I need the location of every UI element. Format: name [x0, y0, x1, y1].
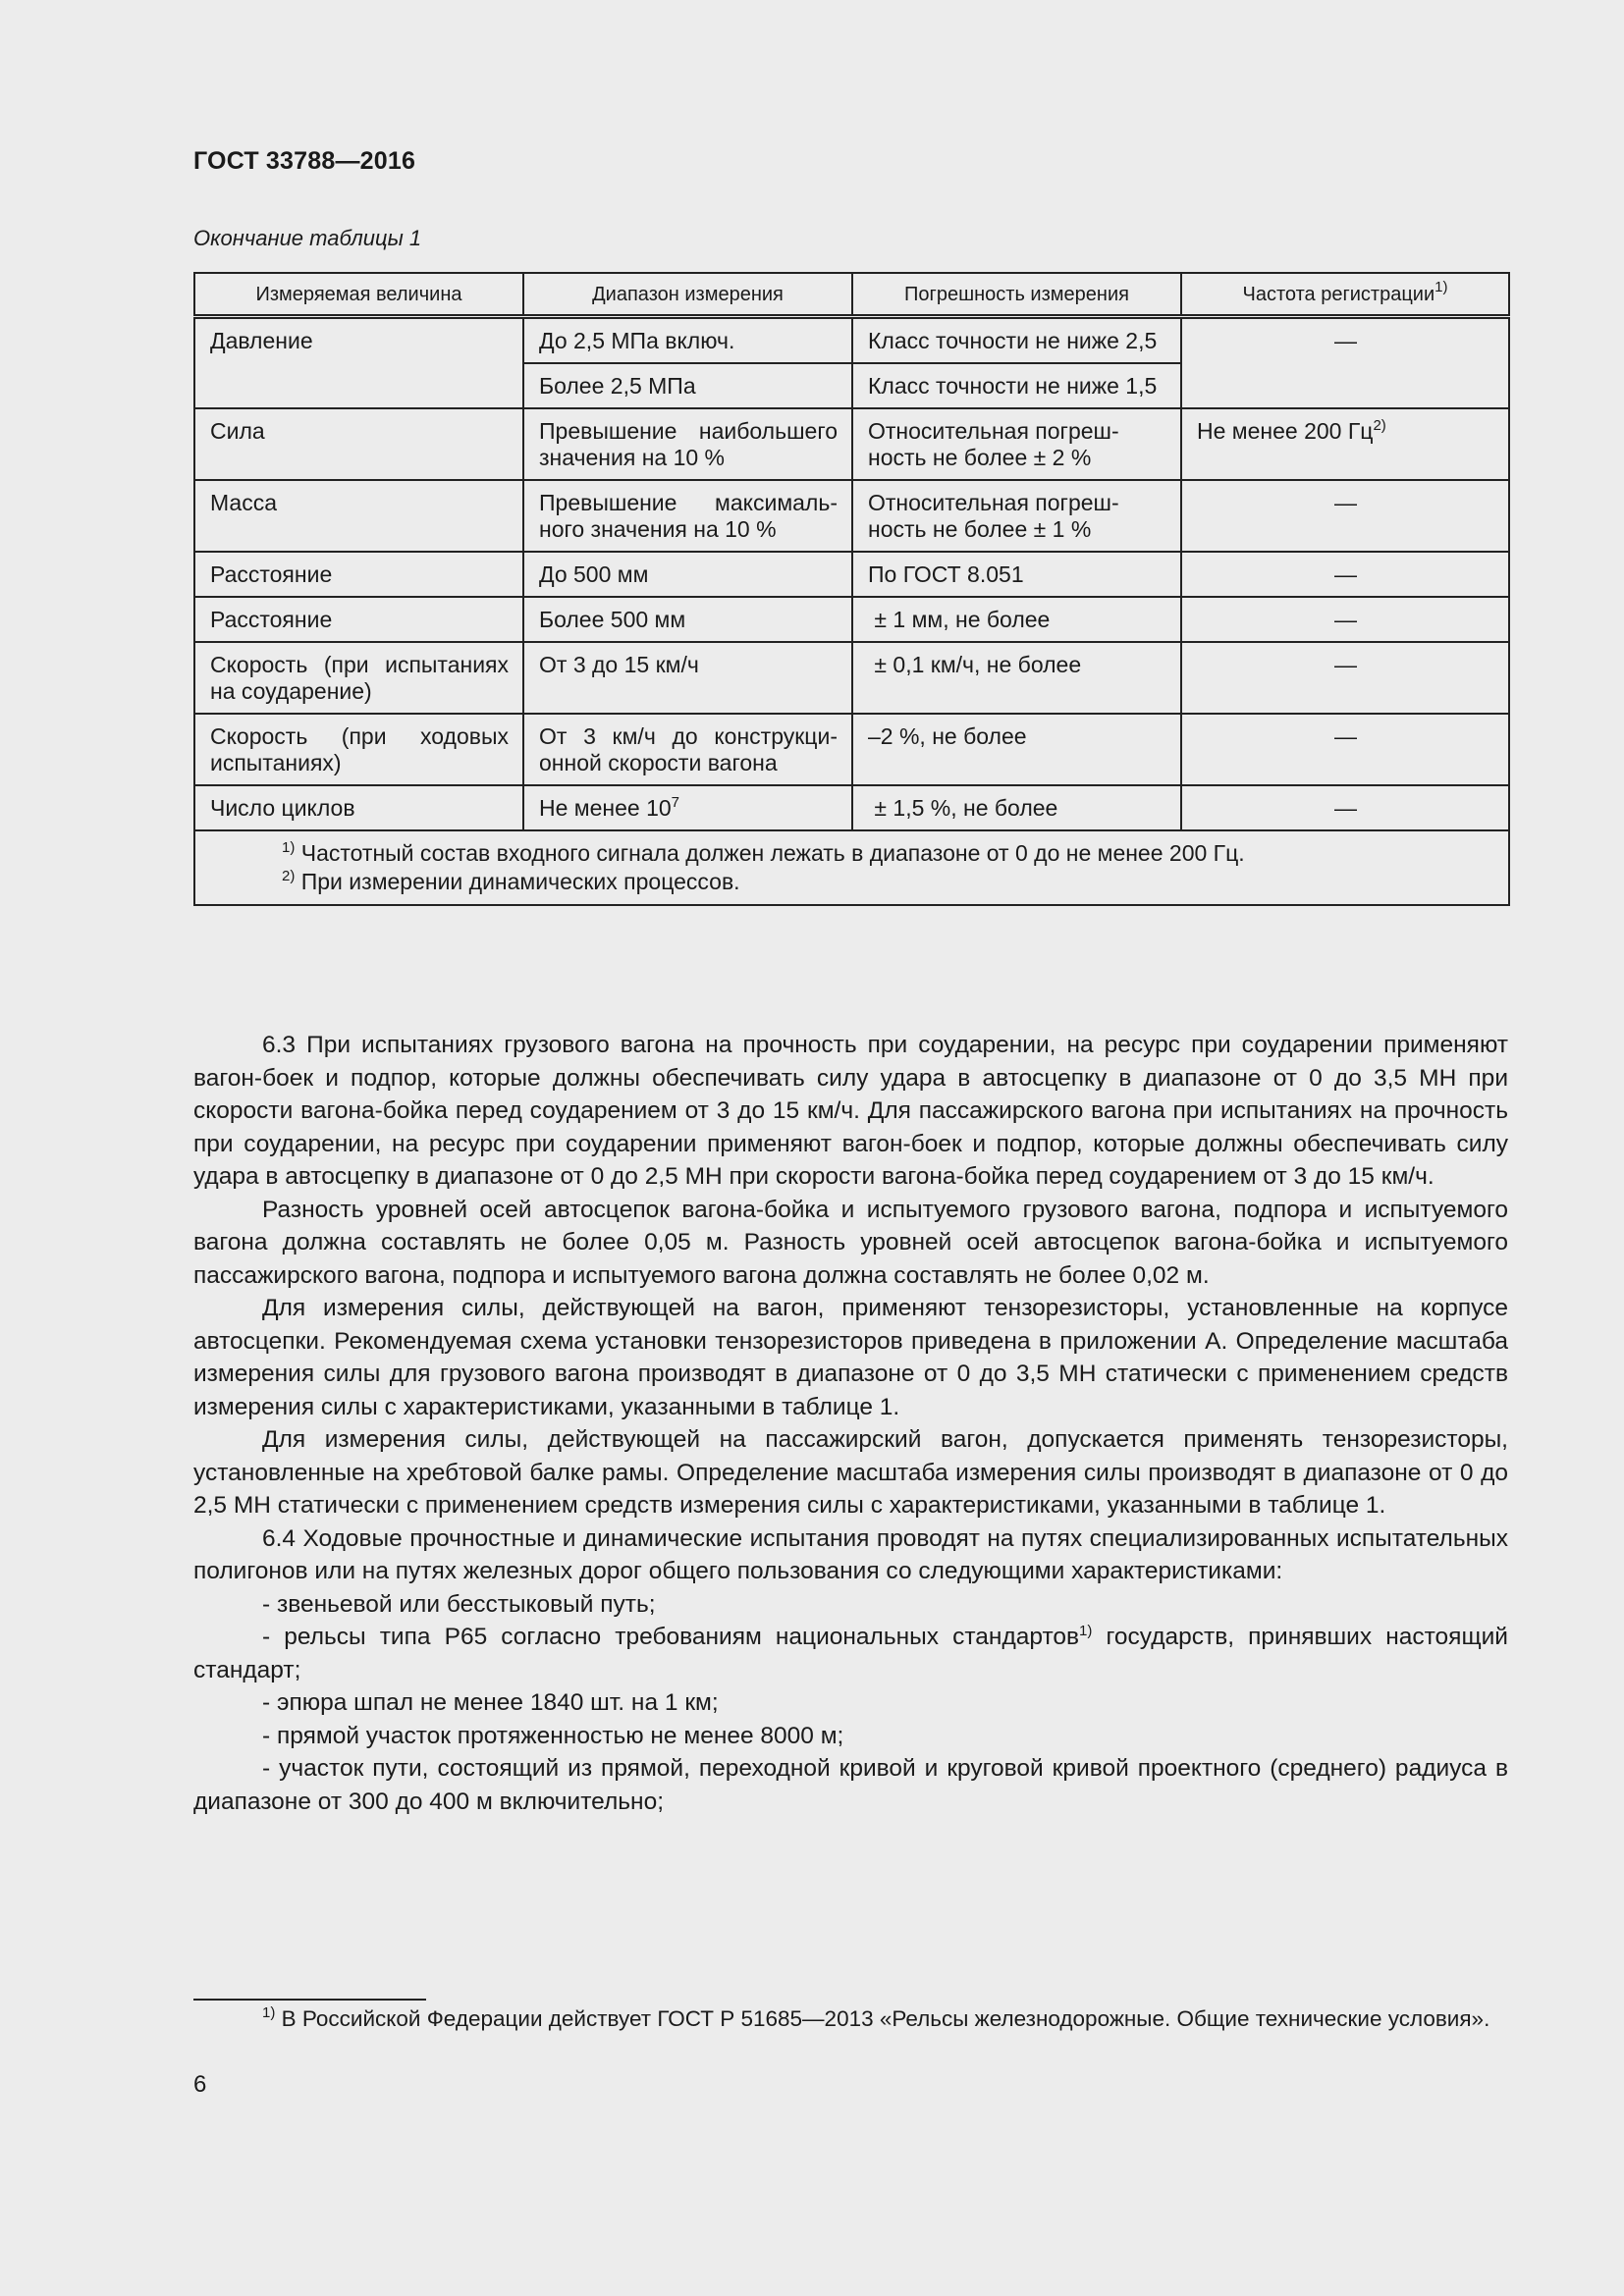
table-note: $^{1)}$ Частотный состав входного сигнала должен лежать в диапазоне от 0 до не менее 200 Гц.	[282, 839, 1245, 866]
paragraph: Для измерения силы, действующей на пассажирский вагон, допускается применять тензорезисторы, установленные на хребтовой балке рамы. Определение масштаба измерения силы производят в диапазоне от 0 до 2,5 МН статически с применением средств измерения силы с характеристиками, указанными в таблице 1.	[193, 1426, 1508, 1519]
page-footnote: $^{1)}$ В Российской Федерации действует ГОСТ Р 51685—2013 «Рельсы железнодорожные. Общие технические условия».	[262, 2004, 1490, 2031]
cell-quantity: Масса	[194, 480, 523, 552]
cell-quantity: Число циклов	[194, 785, 523, 830]
column-header: Диапазон измерения	[523, 273, 852, 317]
table-row	[194, 642, 1509, 714]
cell-range: От 3 до 15 км/ч	[523, 642, 852, 714]
table-row	[194, 714, 1509, 785]
list-item: - эпюра шпал не менее 1840 шт. на 1 км;	[262, 1689, 719, 1716]
cell-quantity: Расстояние	[194, 552, 523, 597]
exponent: 7	[671, 794, 679, 811]
cell-frequency: —	[1181, 642, 1509, 714]
cell-error: ± 1,5 %, не более	[852, 785, 1181, 830]
table-header-row	[194, 273, 1509, 317]
list-item: - рельсы типа Р65 согласно требованиям национальных стандартов$^{1)}$ государств, принявших настоящий стандарт;	[193, 1623, 1508, 1683]
column-header: Частота регистрации$^{1)}$	[1181, 273, 1509, 317]
cell-range: До 2,5 МПа включ.	[523, 317, 852, 364]
paragraph: 6.4 Ходовые прочностные и динамические испытания проводят на путях специализированных испытательных полигонов или на путях железных дорог общего пользования со следующими характеристиками:	[193, 1524, 1508, 1584]
cell-range: Более 2,5 МПа	[523, 363, 852, 408]
paragraph: Для измерения силы, действующей на вагон, применяют тензорезисторы, установленные на корпусе автосцепки. Рекомендуемая схема установки тензорезисторов приведена в приложении А. Определение масштаба измерения силы для грузового вагона производят в диапазоне от 0 до 3,5 МН статически с применением средств измерения силы с характеристиками, указанными в таблице 1.	[193, 1295, 1508, 1420]
table-row	[194, 552, 1509, 597]
footnote-marker: 1)	[1079, 1623, 1093, 1639]
list-item: - звеньевой или бесстыковый путь;	[262, 1590, 656, 1618]
cell-frequency: —	[1181, 597, 1509, 642]
table-row	[194, 785, 1509, 830]
column-header: Измеряемая величина	[194, 273, 523, 317]
cell-error: Класс точности не ниже 2,5	[852, 317, 1181, 364]
table-row	[194, 480, 1509, 552]
footnote-marker: 2)	[1373, 417, 1386, 434]
table-row	[194, 317, 1509, 364]
table-note: $^{2)}$ При измерении динамических процессов.	[282, 868, 740, 894]
cell-error: ± 0,1 км/ч, не более	[852, 642, 1181, 714]
cell-quantity: Сила	[194, 408, 523, 480]
cell-frequency: —	[1181, 714, 1509, 785]
cell-quantity: Давление	[194, 317, 523, 409]
footnote-divider	[193, 1999, 426, 2001]
footnote-marker: 1)	[1435, 279, 1448, 295]
document-code: ГОСТ 33788—2016	[193, 147, 416, 175]
table-notes-row	[194, 830, 1509, 905]
table-row	[194, 408, 1509, 480]
cell-range: Более 500 мм	[523, 597, 852, 642]
cell-quantity: Скорость (при испытаниях на соударение)	[194, 642, 523, 714]
cell-frequency: —	[1181, 480, 1509, 552]
cell-range: От 3 км/ч до конструкционной скорости вагона	[523, 714, 852, 785]
cell-frequency: —	[1181, 785, 1509, 830]
cell-range: До 500 мм	[523, 552, 852, 597]
body-text	[193, 1029, 1508, 1818]
table-row	[194, 597, 1509, 642]
cell-error: По ГОСТ 8.051	[852, 552, 1181, 597]
paragraph: 6.3 При испытаниях грузового вагона на прочность при соударении, на ресурс при соударении применяют вагон-боек и подпор, которые должны обеспечивать силу удара в автосцепку в диапазоне от 0 до 3,5 МН при скорости вагона-бойка перед соударением от 3 до 15 км/ч. Для пассажирского вагона при испытаниях на прочность при соударении, на ресурс при соударении применяют вагон-боек и подпор, которые должны обеспечивать силу удара в автосцепку в диапазоне от 0 до 2,5 МН при скорости вагона-бойка перед соударением от 3 до 15 км/ч.	[193, 1032, 1508, 1190]
cell-error: ± 1 мм, не более	[852, 597, 1181, 642]
table-notes	[194, 830, 1509, 905]
list-item: - участок пути, состоящий из прямой, переходной кривой и круговой кривой проектного (среднего) радиуса в диапазоне от 300 до 400 м включительно;	[193, 1755, 1508, 1815]
cell-range: Превышение максимального значения на 10 %	[523, 480, 852, 552]
column-header: Погрешность измерения	[852, 273, 1181, 317]
cell-frequency: Не менее 200 $Гц^{2)}$	[1181, 408, 1509, 480]
paragraph: Разность уровней осей автосцепок вагона-бойка и испытуемого грузового вагона, подпора и испытуемого вагона должна составлять не более 0,05 м. Разность уровней осей автосцепок вагона-бойка и испытуемого пассажирского вагона, подпора и испытуемого вагона должна составлять не более 0,02 м.	[193, 1196, 1508, 1289]
cell-quantity: Расстояние	[194, 597, 523, 642]
cell-frequency: —	[1181, 317, 1509, 409]
list-item: - прямой участок протяженностью не менее 8000 м;	[262, 1722, 844, 1749]
cell-error: Относительная погрешность не более ± 2 %	[852, 408, 1181, 480]
cell-error: Относительная погрешность не более ± 1 %	[852, 480, 1181, 552]
measurement-table	[193, 272, 1510, 906]
cell-quantity: Скорость (при ходовых испытаниях)	[194, 714, 523, 785]
cell-range: Не менее $10^7$	[523, 785, 852, 830]
cell-frequency: —	[1181, 552, 1509, 597]
table-caption: Окончание таблицы 1	[193, 226, 422, 250]
cell-error: –2 %, не более	[852, 714, 1181, 785]
cell-range: Превышение наибольшего значения на 10 %	[523, 408, 852, 480]
page-number: 6	[193, 2071, 207, 2098]
cell-error: Класс точности не ниже 1,5	[852, 363, 1181, 408]
